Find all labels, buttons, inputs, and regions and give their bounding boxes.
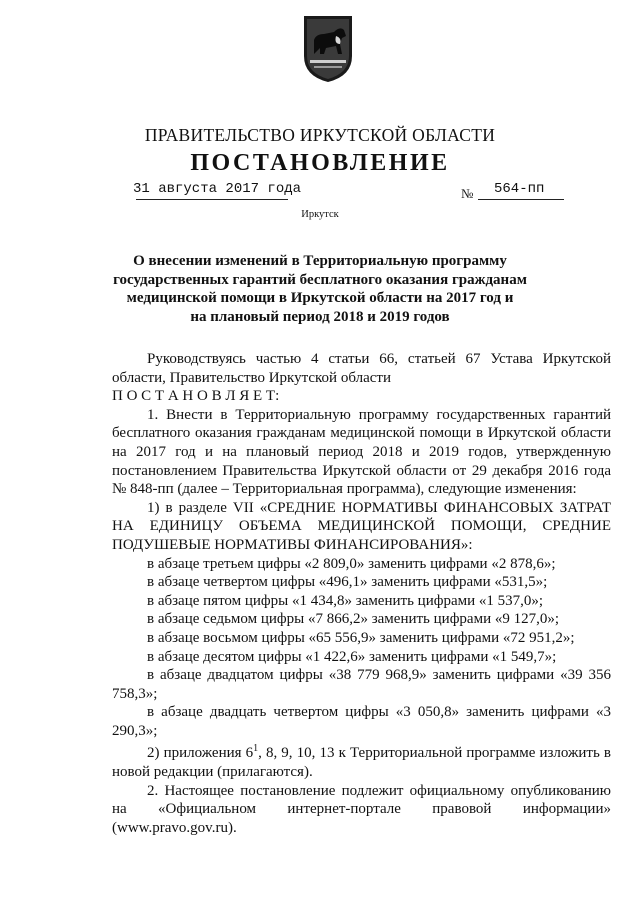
change-paragraph: в абзаце двадцать четвертом цифры «3 050,8» заменить цифрами «3 290,3»;: [112, 704, 611, 739]
change-paragraph: в абзаце седьмом цифры «7 866,2» заменить цифрами «9 127,0»;: [147, 611, 560, 628]
government-name: ПРАВИТЕЛЬСТВО ИРКУТСКОЙ ОБЛАСТИ: [144, 125, 496, 145]
subitem-2-paragraph: [112, 740, 611, 781]
preamble-paragraph: Руководствуясь частью 4 статьи 66, статьей 67 Устава Иркутской области, Правительство Иркутской области: [112, 351, 611, 386]
heading-line: на плановый период 2018 и 2019 годов: [190, 308, 450, 325]
document-heading: [100, 252, 540, 326]
irkutsk-coat-of-arms-icon: [300, 10, 356, 84]
number-sign: №: [461, 186, 474, 201]
subitem-1-paragraph: 1) в разделе VII «СРЕДНИЕ НОРМАТИВЫ ФИНАНСОВЫХ ЗАТРАТ НА ЕДИНИЦУ ОБЪЕМА МЕДИЦИНСКОЙ ПОМОЩИ, СРЕДНИЕ ПОДУШЕВЫЕ НОРМАТИВЫ ФИНАНСИРОВАНИЯ»:: [112, 499, 611, 553]
subitem-2-text-end: , 8, 9, 10, 13 к Территориальной программе изложить в новой редакции (прилагаются).: [112, 745, 611, 781]
heading-line: государственных гарантий бесплатного оказания гражданам: [113, 271, 527, 288]
number-underline: [478, 199, 564, 200]
date-underline: [136, 199, 288, 200]
change-paragraph: в абзаце четвертом цифры «496,1» заменить цифрами «531,5»;: [147, 574, 548, 591]
document-number: 564-пп: [494, 181, 545, 197]
document-type-title: ПОСТАНОВЛЕНИЕ: [190, 150, 450, 176]
change-paragraph: в абзаце десятом цифры «1 422,6» заменить цифрами «1 549,7»;: [147, 648, 557, 665]
change-paragraph: в абзаце восьмом цифры «65 556,9» заменить цифрами «72 951,2»;: [147, 629, 575, 646]
city-name: Иркутск: [301, 209, 339, 220]
subitem-2-text: 2) приложения 6: [147, 745, 254, 762]
document-body: [112, 350, 611, 837]
resolves-line: П О С Т А Н О В Л Я Е Т:: [112, 388, 280, 405]
item-1-paragraph: 1. Внести в Территориальную программу государственных гарантий бесплатного оказания гражданам медицинской помощи в Иркутской области на 2017 год и на плановый период 2018 и 2019 годов, утвержденную постановлением Правительства Иркутской области от 29 декабря 2016 года № 848-пп (далее – Территориальная программа), следующие изменения:: [112, 406, 611, 498]
change-paragraph: в абзаце пятом цифры «1 434,8» заменить цифрами «1 537,0»;: [147, 592, 544, 609]
heading-line: медицинской помощи в Иркутской области на 2017 год и: [126, 290, 514, 306]
heading-line: О внесении изменений в Территориальную программу: [133, 253, 507, 269]
document-date: 31 августа 2017 года: [133, 181, 302, 197]
item-2-paragraph: 2. Настоящее постановление подлежит официальному опубликованию на «Официальном интернет-портале правовой информации» (www.pravo.gov.ru).: [112, 782, 611, 836]
change-paragraph: в абзаце двадцатом цифры «38 779 968,9» заменить цифрами «39 356 758,3»;: [112, 667, 611, 702]
superscript-number: 1: [253, 743, 259, 755]
change-paragraph: в абзаце третьем цифры «2 809,0» заменить цифрами «2 878,6»;: [147, 555, 556, 572]
